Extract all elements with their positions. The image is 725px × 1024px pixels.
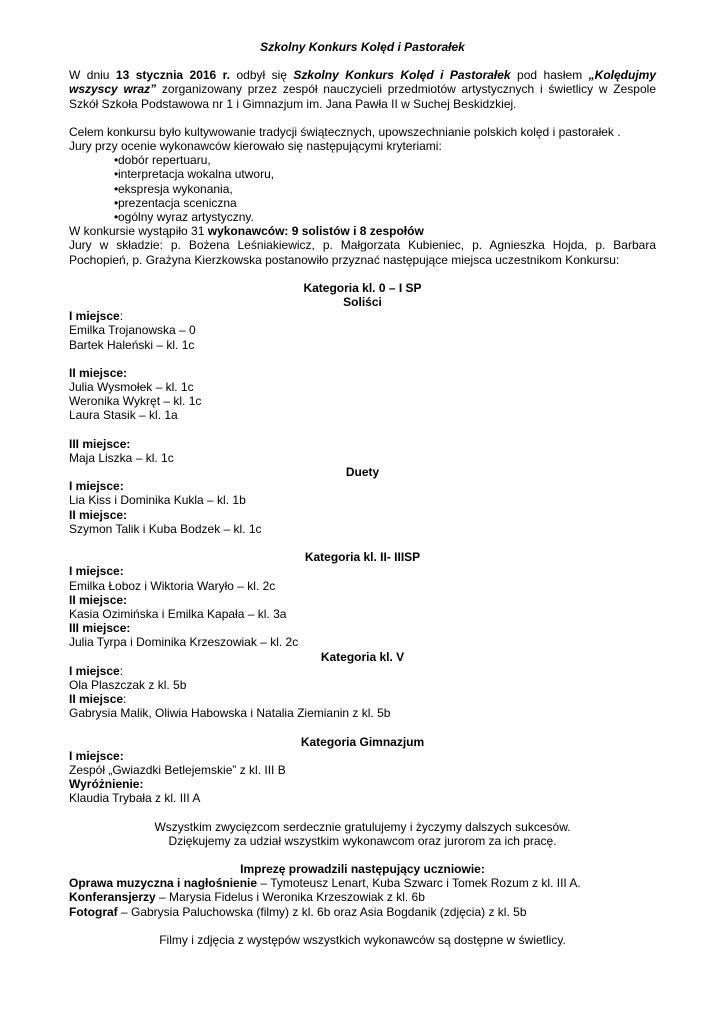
spacer bbox=[69, 806, 656, 820]
jury-paragraph: Jury w składzie: p. Bożena Leśniakiewicz, p. Małgorzata Kubieniec, p. Agnieszka Hojda, p. Barbara Pochopień, p. Grażyna Kierzkowska postanowiło przyznać następujące miejsca uczestnikom Konkursu: bbox=[69, 238, 656, 267]
winner-entry: Bartek Haleński – kl. 1c bbox=[69, 337, 195, 352]
winner-entry: Emilka Trojanowska – 0 bbox=[69, 323, 196, 338]
organizer-entry bbox=[69, 876, 656, 890]
intro-paragraph bbox=[69, 68, 656, 111]
organizer-names: – Marysia Fidelus i Weronika Krzeszowiak z kl. 6b bbox=[155, 890, 425, 905]
place-label-text: I miejsce bbox=[69, 309, 120, 324]
intro-text-1: W dniu bbox=[69, 68, 116, 83]
criteria-item bbox=[69, 153, 656, 167]
intro-text-4: zorganizowany przez zespół nauczycieli przedmiotów artystycznych i świetlicy w Zespole Szkół Szkoła Podstawowa nr 1 i Gimnazjum im. Jana Pawła II w Suchej Beskidzkiej. bbox=[69, 82, 656, 111]
place-label: I miejsce: bbox=[69, 479, 124, 494]
spacer bbox=[69, 536, 656, 550]
bullet-icon bbox=[114, 182, 118, 196]
thanks-line: Dziękujemy za udział wszystkim wykonawcom oraz jurorom za ich pracę. bbox=[168, 833, 557, 848]
participants-prefix: W konkursie wystąpiło 31 bbox=[69, 224, 208, 239]
bullet-icon bbox=[114, 196, 118, 210]
place-label-text: I miejsce bbox=[69, 663, 120, 678]
criteria-intro: Jury przy ocenie wykonawców kierowało się następującymi kryteriami: bbox=[69, 139, 442, 154]
place-label: I miejsce: bbox=[69, 748, 124, 763]
criteria-text: dobór repertuaru, bbox=[118, 153, 211, 168]
place-label-text: II miejsce bbox=[69, 692, 124, 707]
spacer bbox=[69, 352, 656, 366]
criteria-item bbox=[69, 182, 656, 196]
organizer-role: Fotograf bbox=[69, 904, 118, 919]
spacer bbox=[69, 848, 656, 862]
place-label: II miejsce: bbox=[69, 692, 127, 707]
category-heading: Kategoria kl. V bbox=[320, 649, 405, 664]
criteria-text: ogólny wyraz artystyczny. bbox=[118, 210, 254, 225]
criteria-text: ekspresja wykonania, bbox=[118, 181, 233, 196]
category-heading: Kategoria kl. II- IIISP bbox=[304, 550, 421, 565]
document-title: Szkolny Konkurs Kolęd i Pastorałek bbox=[260, 40, 465, 54]
spacer bbox=[69, 721, 656, 735]
organizer-names: – Gabrysia Paluchowska (filmy) z kl. 6b oraz Asia Bogdanik (zdjęcia) z kl. 5b bbox=[117, 904, 527, 919]
bullet-icon bbox=[114, 153, 118, 167]
winner-entry: Ola Plaszczak z kl. 5b bbox=[69, 677, 187, 692]
winner-entry: Zespół „Gwiazdki Betlejemskie” z kl. III B bbox=[69, 762, 286, 777]
subcategory-heading: Duety bbox=[345, 465, 380, 480]
criteria-item bbox=[69, 210, 656, 224]
participants-count: wykonawców: 9 solistów i 8 zespołów bbox=[207, 224, 424, 239]
participants-line bbox=[69, 224, 656, 238]
organizer-role: Konferansjerzy bbox=[69, 890, 156, 905]
goal-paragraph: Celem konkursu było kultywowanie tradycji świątecznych, upowszechnianie polskich kolęd i pastorałek . bbox=[69, 124, 621, 139]
subcategory-heading: Soliści bbox=[343, 295, 382, 310]
contest-name: Szkolny Konkurs Kolęd i Pastorałek bbox=[293, 68, 511, 83]
category-heading: Kategoria Gimnazjum bbox=[300, 734, 425, 749]
winner-entry: Gabrysia Malik, Oliwia Habowska i Natalia Ziemianin z kl. 5b bbox=[69, 706, 391, 721]
spacer bbox=[69, 111, 656, 125]
winner-entry: Laura Stasik – kl. 1a bbox=[69, 408, 178, 423]
place-label: II miejsce: bbox=[69, 365, 128, 380]
place-label: I miejsce: bbox=[69, 309, 124, 324]
event-date: 13 stycznia 2016 r. bbox=[115, 68, 231, 83]
place-label: II miejsce: bbox=[69, 507, 128, 522]
bullet-icon bbox=[114, 210, 118, 224]
winner-entry: Julia Tyrpa i Dominika Krzeszowiak – kl. 2c bbox=[69, 635, 299, 650]
organizer-role: Oprawa muzyczna i nagłośnienie bbox=[69, 876, 258, 891]
organizer-names: – Tymoteusz Lenart, Kuba Szwarc i Tomek Rozum z kl. III A. bbox=[257, 876, 581, 891]
place-label: III miejsce: bbox=[69, 436, 131, 451]
footer-note: Filmy i zdjęcia z występów wszystkich wykonawców są dostępne w świetlicy. bbox=[159, 932, 566, 947]
winner-entry: Klaudia Trybała z kl. III A bbox=[69, 791, 201, 806]
winner-entry: Emilka Łoboz i Wiktoria Waryło – kl. 2c bbox=[69, 578, 276, 593]
criteria-text: interpretacja wokalna utworu, bbox=[118, 167, 275, 182]
organizers-heading: Imprezę prowadzili następujący uczniowie: bbox=[240, 861, 485, 876]
criteria-text: prezentacja sceniczna bbox=[118, 195, 237, 210]
place-label: III miejsce: bbox=[69, 621, 131, 636]
winner-entry: Szymon Talik i Kuba Bodzek – kl. 1c bbox=[69, 521, 262, 536]
organizer-entry bbox=[69, 905, 656, 919]
winner-entry: Lia Kiss i Dominika Kukla – kl. 1b bbox=[69, 493, 246, 508]
intro-text-2: odbył się bbox=[230, 68, 294, 83]
congrats-line: Wszystkim zwycięzcom serdecznie gratulujemy i życzymy dalszych sukcesów. bbox=[154, 819, 571, 834]
winner-entry: Julia Wysmołek – kl. 1c bbox=[69, 380, 194, 395]
criteria-list bbox=[69, 153, 656, 224]
criteria-item bbox=[69, 167, 656, 181]
spacer bbox=[69, 919, 656, 933]
place-label: II miejsce: bbox=[69, 592, 128, 607]
spacer bbox=[69, 423, 656, 437]
honor-label: Wyróżnienie: bbox=[69, 777, 144, 792]
criteria-item bbox=[69, 196, 656, 210]
organizer-entry bbox=[69, 890, 656, 904]
spacer bbox=[69, 267, 656, 281]
intro-text-3: pod hasłem bbox=[510, 68, 589, 83]
winner-entry: Weronika Wykręt – kl. 1c bbox=[69, 394, 202, 409]
place-label: I miejsce: bbox=[69, 564, 124, 579]
contest-motto: „Kolędujmy wszyscy wraz” bbox=[69, 68, 657, 97]
category-heading: Kategoria kl. 0 – I SP bbox=[303, 280, 422, 295]
bullet-icon bbox=[114, 167, 118, 181]
winner-entry: Maja Liszka – kl. 1c bbox=[69, 450, 174, 465]
winner-entry: Kasia Ozimińska i Emilka Kapała – kl. 3a bbox=[69, 606, 287, 621]
document-page bbox=[69, 40, 656, 947]
place-label: I miejsce: bbox=[69, 663, 124, 678]
